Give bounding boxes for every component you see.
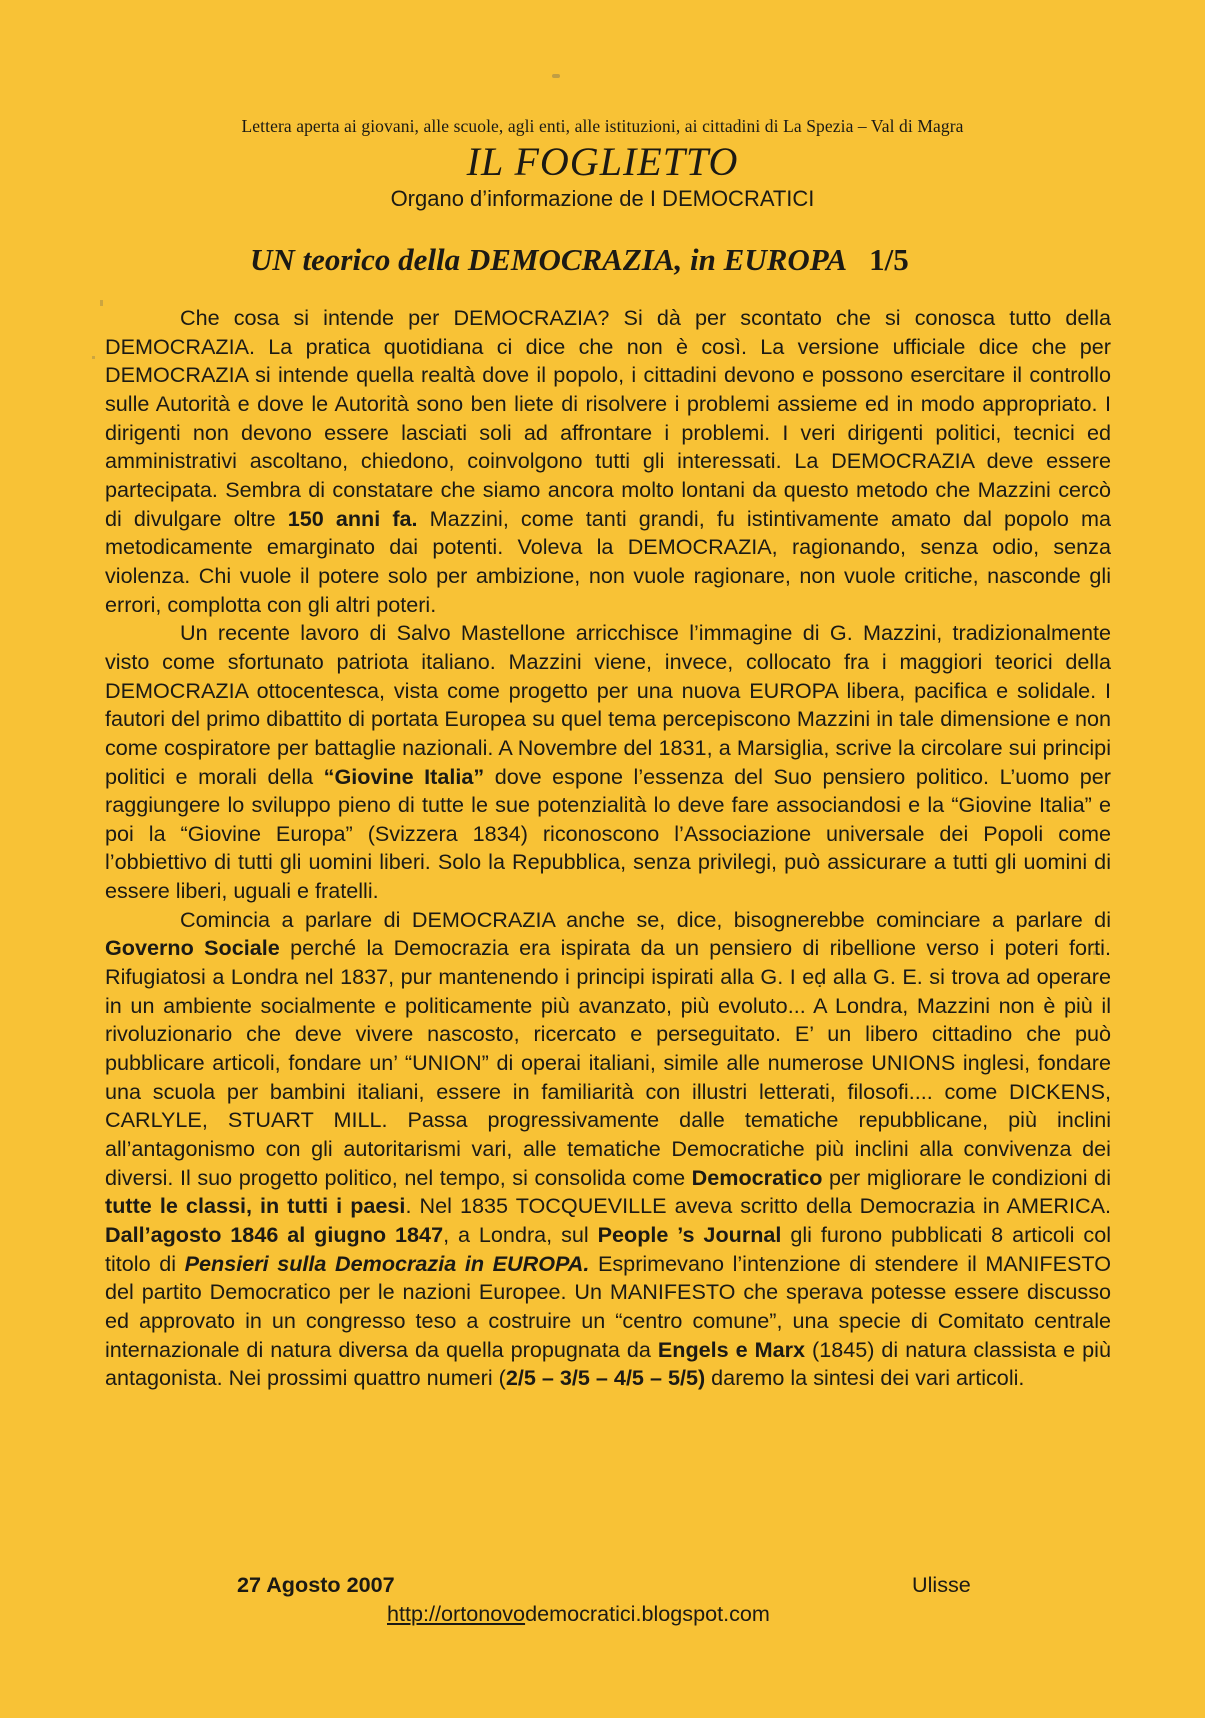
paper-speck xyxy=(92,356,95,359)
open-letter-kicker: Lettera aperta ai giovani, alle scuole, agli enti, alle istituzioni, ai cittadini di La Spezia – Val di Magra xyxy=(241,116,964,136)
paragraph-2: Un recente lavoro di Salvo Mastellone arricchisce l’immagine di G. Mazzini, tradizionalmente visto come sfortunato patriota italiano. Mazzini viene, invece, collocato fra i maggiori teorici della DEMOCRAZIA ottocentesca, vista come progetto per una nuova EUROPA libera, pacifica e solidale. I fautori del primo dibattito di portata Europea su quel tema percepiscono Mazzini in tale dimensione e non come cospiratore per battaglie nazionali. A Novembre del 1831, a Marsiglia, scrive la circolare sui principi politici e morali della “Giovine Italia” dove espone l’essenza del Suo pensiero politico. L’uomo per raggiungere lo sviluppo pieno di tutte le sue potenzialità lo deve fare associandosi e la “Giovine Italia” e poi la “Giovine Europa” (Svizzera 1834) riconoscono l’Associazione universale dei Popoli come l’obbiettivo di tutti gli uomini liberi. Solo la Repubblica, senza privilegi, può assicurare a tutti gli uomini di essere liberi, uguali e fratelli. xyxy=(105,620,1111,904)
paragraph-3: Comincia a parlare di DEMOCRAZIA anche se, dice, bisognerebbe cominciare a parlare di Governo Sociale perché la Democrazia era ispirata da un pensiero di ribellione verso i poteri forti. Rifugiatosi a Londra nel 1837, pur mantenendo i principi ispirati alla G. I eḍ alla G. E. si trova ad operare in un ambiente socialmente e politicamente più avanzato, più evoluto... A Londra, Mazzini non è più il rivoluzionario che deve vivere nascosto, ricercato e perseguitato. E’ un libero cittadino che può pubblicare articoli, fondare un’ “UNION” di operai italiani, simile alle numerose UNIONS inglesi, fondare una scuola per bambini italiani, essere in familiarità con illustri letterati, filosofi.... come DICKENS, CARLYLE, STUART MILL. Passa progressivamente dalle tematiche repubblicane, più inclini all’antagonismo con gli autoritarismi vari, alle tematiche Democratiche più inclini alla convivenza dei diversi. Il suo progetto politico, nel tempo, si consolida come Democratico per migliorare le condizioni di tutte le classi, in tutti i paesi. Nel 1835 TOCQUEVILLE aveva scritto della Democrazia in AMERICA. Dall’agosto 1846 al giugno 1847, a Londra, sul People ’s Journal gli furono pubblicati 8 articoli col titolo di Pensieri sulla Democrazia in EUROPA. Esprimevano l’intenzione di stendere il MANIFESTO del partito Democratico per le nazioni Europee. Un MANIFESTO che sperava potesse essere discusso ed approvato in un congresso teso a costruire un “centro comune”, una specie di Comitato centrale internazionale di natura diversa da quella propugnata da Engels e Marx (1845) di natura classista e più antagonista. Nei prossimi quattro numeri (2/5 – 3/5 – 4/5 – 5/5) daremo la sintesi dei vari articoli. xyxy=(105,906,1111,1391)
article-headline xyxy=(250,242,909,278)
article-part-number: 1/5 xyxy=(869,242,909,277)
article-body xyxy=(105,304,1111,1393)
publication-date: 27 Agosto 2007 xyxy=(237,1572,395,1597)
author-signature: Ulisse xyxy=(912,1572,971,1597)
article-title: UN teorico della DEMOCRAZIA, in EUROPA xyxy=(250,242,848,277)
blog-link[interactable]: http://ortonovodemocratici.blogspot.com xyxy=(387,1601,770,1626)
paper-speck xyxy=(100,300,103,306)
paper-speck xyxy=(552,74,560,78)
masthead-title: IL FOGLIETTO xyxy=(466,139,739,184)
paragraph-1: Che cosa si intende per DEMOCRAZIA? Si dà per scontato che si conosca tutto della DEMOCRAZIA. La pratica quotidiana ci dice che non è così. La versione ufficiale dice che per DEMOCRAZIA si intende quella realtà dove il popolo, i cittadini devono e possono esercitare il controllo sulle Autorità e dove le Autorità sono ben liete di risolvere i problemi assieme ed in modo appropriato. I dirigenti non devono essere lasciati soli ad affrontare i problemi. I veri dirigenti politici, tecnici ed amministrativi ascoltano, chiedono, coinvolgono tutti gli interessati. La DEMOCRAZIA deve essere partecipata. Sembra di constatare che siamo ancora molto lontani da questo metodo che Mazzini cercò di divulgare oltre 150 anni fa. Mazzini, come tanti grandi, fu istintivamente amato dal popolo ma metodicamente emarginato dai potenti. Voleva la DEMOCRAZIA, ragionando, senza odio, senza violenza. Chi vuole il potere solo per ambizione, non vuole ragionare, non vuole critiche, nasconde gli errori, complotta con gli altri poteri. xyxy=(105,305,1111,617)
masthead-subtitle: Organo d’informazione de I DEMOCRATICI xyxy=(390,186,815,211)
